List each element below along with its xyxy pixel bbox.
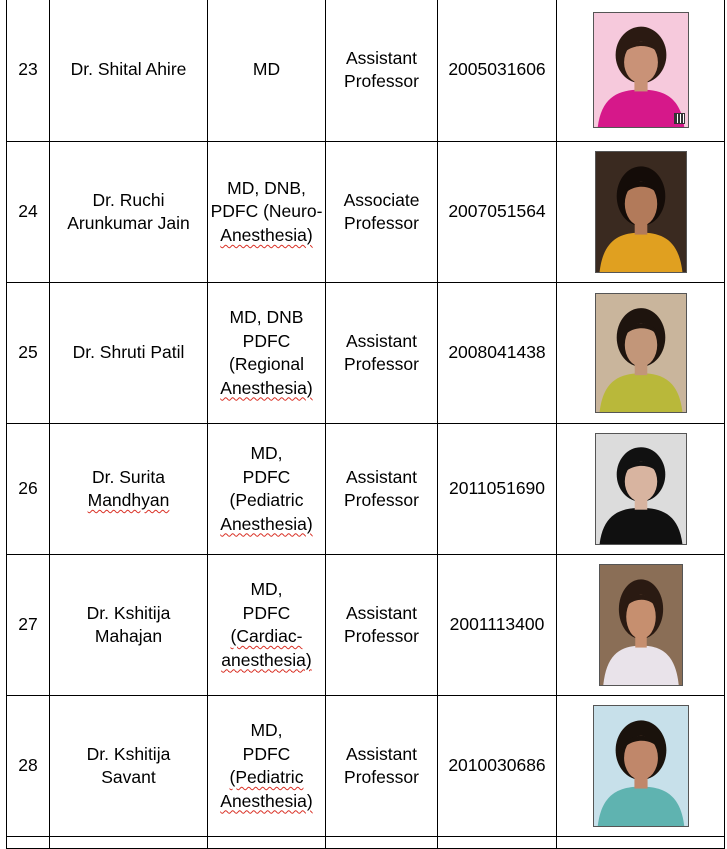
photo-cell (557, 0, 725, 142)
photo-cell (557, 424, 725, 555)
photo-cell (557, 283, 725, 424)
cell-text-line: MD, DNB (229, 307, 304, 327)
qualification-cell (208, 0, 326, 142)
designation-cell (326, 0, 438, 142)
cell-text-line: MD, DNB, (227, 177, 306, 198)
serial-number: 28 (18, 755, 38, 776)
table-row (7, 0, 725, 142)
registration-number: 2005031606 (448, 59, 546, 80)
faculty-name-cell (50, 0, 208, 142)
serial-number: 24 (18, 201, 38, 222)
portrait-photo-icon (595, 433, 687, 545)
cell-text-line: Arunkumar Jain (67, 213, 190, 233)
registration-number-cell (438, 555, 557, 696)
designation-cell (326, 283, 438, 424)
cell-text-line: Assistant (346, 466, 417, 487)
cell-text-line: PDFC (242, 466, 291, 487)
empty-cell (208, 837, 326, 849)
portrait-photo-icon (595, 151, 687, 273)
registration-number: 2001113400 (449, 614, 545, 635)
cell-text-line: Mandhyan (87, 490, 170, 510)
cell-text-line: Savant (101, 767, 156, 787)
cell-text-line: MD, (250, 579, 283, 599)
empty-cell (438, 837, 557, 849)
photo-cell (557, 142, 725, 283)
registration-number: 2007051564 (448, 201, 546, 222)
cell-text-line: Dr. Kshitija (86, 602, 171, 623)
faculty-table (6, 0, 725, 849)
cell-text-line: Assistant (346, 602, 417, 623)
registration-number-cell (438, 424, 557, 555)
cell-text-line: Anesthesia) (220, 224, 313, 245)
qualification-cell (208, 142, 326, 283)
faculty-name-cell (50, 424, 208, 555)
serial-number: 26 (18, 478, 38, 499)
qr-code-icon (674, 113, 685, 124)
registration-number-cell (438, 0, 557, 142)
cell-text-line: (Pediatric (229, 490, 304, 510)
empty-cell (50, 837, 208, 849)
cell-text-line: MD (252, 59, 281, 80)
table-row (7, 696, 725, 837)
serial-number-cell (7, 555, 50, 696)
cell-text-line: MD, (250, 443, 283, 463)
registration-number: 2010030686 (448, 755, 546, 776)
cell-text-line: Dr. Shruti Patil (72, 342, 185, 363)
designation-cell (326, 142, 438, 283)
cell-text-line: (Cardiac- (230, 626, 303, 646)
cell-text-line: (Regional (229, 354, 304, 374)
cell-text-line: PDFC (242, 602, 291, 623)
cell-text-line: Assistant (346, 743, 417, 764)
cell-text-line: (Pediatric (229, 767, 304, 787)
designation-cell (326, 696, 438, 837)
qualification-cell (208, 696, 326, 837)
qualification-cell (208, 283, 326, 424)
cell-text-line: Professor (344, 354, 419, 374)
table-row (7, 555, 725, 696)
table-row (7, 424, 725, 555)
cell-text-line: Dr. Kshitija (86, 743, 171, 764)
cell-text-line: PDFC (Neuro- (210, 201, 323, 222)
table-row (7, 283, 725, 424)
cell-text-line: PDFC (242, 743, 291, 764)
serial-number: 25 (18, 342, 38, 363)
serial-number-cell (7, 424, 50, 555)
designation-cell (326, 555, 438, 696)
empty-cell (7, 837, 50, 849)
portrait-photo-icon (595, 293, 687, 413)
serial-number-cell (7, 696, 50, 837)
cell-text-line: Professor (344, 490, 419, 510)
cell-text-line: MD, (250, 720, 283, 740)
serial-number: 27 (18, 614, 38, 635)
photo-cell (557, 555, 725, 696)
serial-number: 23 (18, 59, 38, 80)
faculty-name-cell (50, 696, 208, 837)
qualification-cell (208, 424, 326, 555)
cell-text-line: Mahajan (94, 626, 163, 646)
empty-cell (557, 837, 725, 849)
photo-cell (557, 696, 725, 837)
portrait-photo-icon (599, 564, 683, 686)
cell-text-line: Anesthesia) (220, 790, 313, 811)
registration-number: 2008041438 (448, 342, 546, 363)
cell-text-line: Dr. Surita (92, 466, 165, 487)
registration-number: 2011051690 (448, 478, 546, 499)
table-row (7, 837, 725, 849)
cell-text-line: Associate (343, 189, 420, 210)
cell-text-line: Anesthesia) (220, 377, 313, 398)
qualification-cell (208, 555, 326, 696)
cell-text-line: anesthesia) (221, 649, 312, 670)
faculty-name-cell (50, 555, 208, 696)
cell-text-line: Professor (344, 767, 419, 787)
serial-number-cell (7, 0, 50, 142)
table-row (7, 142, 725, 283)
serial-number-cell (7, 142, 50, 283)
registration-number-cell (438, 696, 557, 837)
cell-text-line: Anesthesia) (220, 513, 313, 534)
empty-cell (326, 837, 438, 849)
cell-text-line: Assistant (346, 47, 417, 68)
cell-text-line: Professor (344, 626, 419, 646)
serial-number-cell (7, 283, 50, 424)
cell-text-line: Dr. Shital Ahire (70, 59, 187, 80)
portrait-photo-icon (593, 12, 689, 128)
cell-text-line: PDFC (242, 330, 291, 351)
registration-number-cell (438, 142, 557, 283)
faculty-name-cell (50, 142, 208, 283)
designation-cell (326, 424, 438, 555)
cell-text-line: Professor (344, 213, 419, 233)
registration-number-cell (438, 283, 557, 424)
cell-text-line: Assistant (346, 330, 417, 351)
cell-text-line: Professor (344, 71, 419, 91)
faculty-table-body (7, 0, 725, 849)
faculty-name-cell (50, 283, 208, 424)
cell-text-line: Dr. Ruchi (92, 189, 165, 210)
portrait-photo-icon (593, 705, 689, 827)
